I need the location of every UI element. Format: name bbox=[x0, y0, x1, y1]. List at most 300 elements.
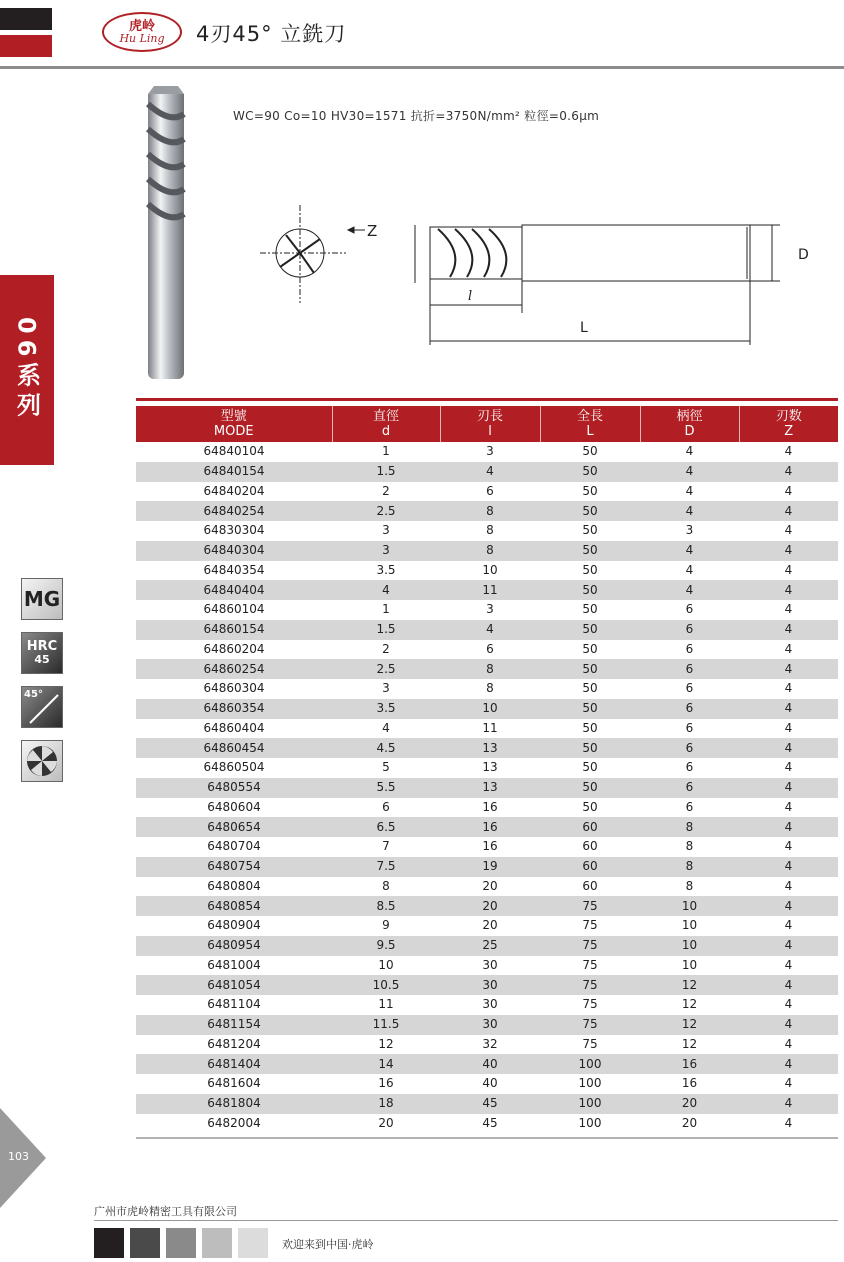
logo-cn: 虎岭 bbox=[128, 18, 155, 34]
table-cell: 100 bbox=[578, 1115, 602, 1130]
table-cell: 60 bbox=[540, 857, 640, 877]
color-swatch bbox=[166, 1228, 196, 1258]
table-cell: 6 bbox=[685, 720, 694, 735]
table-cell: 6480604 bbox=[207, 799, 261, 814]
table-cell: 4 bbox=[784, 641, 793, 656]
table-row bbox=[136, 659, 838, 679]
table-cell: 6480904 bbox=[207, 918, 261, 933]
table-cell: 6480654 bbox=[136, 817, 332, 837]
table-cell: 30 bbox=[482, 997, 498, 1012]
welcome-text: 欢迎来到中国·虎岭 bbox=[282, 1238, 374, 1251]
table-row bbox=[136, 975, 838, 995]
brand-logo bbox=[102, 12, 182, 52]
table-cell: 75 bbox=[540, 936, 640, 956]
page-number: 103 bbox=[8, 1150, 29, 1163]
D-label: D bbox=[798, 247, 809, 263]
table-cell: 4 bbox=[739, 778, 838, 798]
table-cell: 50 bbox=[582, 602, 598, 617]
hrc-label: HRC bbox=[26, 639, 58, 654]
table-cell: 8.5 bbox=[332, 896, 440, 916]
table-cell: 50 bbox=[582, 444, 598, 459]
table-cell: 4 bbox=[685, 562, 694, 577]
table-cell: 64840154 bbox=[136, 462, 332, 482]
table-row bbox=[136, 857, 838, 877]
table-cell: 6.5 bbox=[332, 817, 440, 837]
table-cell: 3 bbox=[382, 523, 390, 538]
table-row bbox=[136, 1054, 838, 1074]
header-bar-black bbox=[0, 8, 52, 30]
table-cell: 50 bbox=[540, 501, 640, 521]
table-row bbox=[136, 1035, 838, 1055]
table-cell: 64860404 bbox=[203, 720, 265, 735]
page-title: 4刃45° 立銑刀 bbox=[196, 22, 347, 46]
table-cell: 4 bbox=[784, 444, 793, 459]
table-cell: 6481104 bbox=[207, 997, 261, 1012]
table-cell: 64840354 bbox=[203, 562, 265, 577]
table-cell: 6482004 bbox=[207, 1115, 261, 1130]
table-cell: 16 bbox=[640, 1054, 739, 1074]
table-cell: 6 bbox=[640, 659, 739, 679]
table-cell: 4 bbox=[784, 483, 793, 498]
table-cell: 4 bbox=[784, 1076, 793, 1091]
color-swatch bbox=[202, 1228, 232, 1258]
column-header-en: L bbox=[586, 424, 594, 439]
footer-divider bbox=[94, 1220, 838, 1221]
table-cell: 3 bbox=[486, 444, 494, 459]
table-cell: 3.5 bbox=[376, 562, 396, 577]
table-cell: 12 bbox=[640, 1015, 739, 1035]
table-cell: 10 bbox=[681, 918, 698, 933]
table-cell: 30 bbox=[440, 975, 540, 995]
table-cell: 4 bbox=[739, 896, 838, 916]
material-spec: WC=90 Co=10 HV30=1571 抗折=3750N/mm² 粒徑=0.6μm bbox=[233, 109, 600, 123]
table-cell: 4 bbox=[640, 501, 739, 521]
table-cell: 64860304 bbox=[203, 681, 265, 696]
table-cell: 11.5 bbox=[332, 1015, 440, 1035]
table-cell: 75 bbox=[582, 1036, 598, 1051]
table-row bbox=[136, 1015, 838, 1035]
column-header-cn: 全長 bbox=[576, 409, 603, 424]
table-cell: 4 bbox=[739, 462, 838, 482]
table-cell: 75 bbox=[582, 918, 598, 933]
column-header bbox=[640, 406, 739, 442]
table-cell: 6481154 bbox=[136, 1015, 332, 1035]
column-header bbox=[136, 406, 332, 442]
table-cell: 64830304 bbox=[203, 523, 265, 538]
column-header bbox=[739, 406, 838, 442]
table-cell: 4 bbox=[640, 541, 739, 561]
table-cell: 9 bbox=[382, 918, 390, 933]
table-cell: 1 bbox=[382, 602, 390, 617]
table-cell: 6 bbox=[640, 738, 739, 758]
table-cell: 8 bbox=[440, 541, 540, 561]
table-cell: 3 bbox=[382, 681, 390, 696]
table-body bbox=[136, 442, 838, 1133]
header-bar-red bbox=[0, 35, 52, 57]
table-cell: 13 bbox=[440, 778, 540, 798]
table-cell: 40 bbox=[482, 1076, 498, 1091]
table-cell: 6 bbox=[685, 641, 694, 656]
table-cell: 12 bbox=[681, 997, 698, 1012]
table-cell: 4 bbox=[784, 799, 793, 814]
color-swatch bbox=[238, 1228, 268, 1258]
table-row bbox=[136, 877, 838, 897]
table-cell: 75 bbox=[540, 975, 640, 995]
table-cell: 4 bbox=[739, 620, 838, 640]
table-cell: 3.5 bbox=[332, 699, 440, 719]
table-row bbox=[136, 640, 838, 660]
table-cell: 2 bbox=[382, 483, 390, 498]
hrc-value: 45 bbox=[34, 653, 50, 666]
series-tab bbox=[0, 275, 54, 465]
table-cell: 8 bbox=[685, 839, 694, 854]
table-cell: 4 bbox=[784, 957, 793, 972]
header-divider bbox=[0, 66, 844, 69]
table-cell: 100 bbox=[578, 1076, 602, 1091]
table-row bbox=[136, 817, 838, 837]
table-cell: 2 bbox=[382, 641, 390, 656]
table-cell: 20 bbox=[681, 1115, 698, 1130]
table-cell: 50 bbox=[540, 462, 640, 482]
table-cell: 6480804 bbox=[207, 878, 261, 893]
table-cell: 4 bbox=[784, 918, 793, 933]
end-mill-photo bbox=[130, 84, 200, 384]
table-cell: 60 bbox=[582, 878, 598, 893]
z-label: Z bbox=[367, 222, 378, 240]
table-header-row bbox=[136, 406, 838, 442]
table-bottom-rule bbox=[136, 1137, 838, 1139]
table-cell: 50 bbox=[582, 720, 598, 735]
table-cell: 8 bbox=[440, 659, 540, 679]
table-row bbox=[136, 442, 838, 462]
table-cell: 3 bbox=[486, 602, 494, 617]
table-row bbox=[136, 995, 838, 1015]
series-label: 06系列 bbox=[12, 317, 41, 423]
table-cell: 3 bbox=[332, 541, 440, 561]
table-cell: 3 bbox=[685, 523, 694, 538]
table-row bbox=[136, 936, 838, 956]
table-cell: 6480754 bbox=[136, 857, 332, 877]
table-cell: 4 bbox=[784, 681, 793, 696]
table-cell: 4 bbox=[784, 523, 793, 538]
table-cell: 10 bbox=[440, 699, 540, 719]
table-cell: 10.5 bbox=[332, 975, 440, 995]
table-cell: 16 bbox=[440, 817, 540, 837]
column-header-cn: 柄徑 bbox=[676, 409, 703, 424]
helix-angle-badge bbox=[21, 686, 63, 728]
table-cell: 4 bbox=[784, 720, 793, 735]
table-cell: 7.5 bbox=[332, 857, 440, 877]
table-cell: 30 bbox=[482, 957, 498, 972]
table-cell: 4 bbox=[685, 483, 694, 498]
four-flute-icon bbox=[25, 744, 59, 778]
table-cell: 2.5 bbox=[332, 659, 440, 679]
table-cell: 4 bbox=[784, 878, 793, 893]
table-cell: 4 bbox=[739, 659, 838, 679]
table-row bbox=[136, 462, 838, 482]
table-cell: 64860154 bbox=[136, 620, 332, 640]
table-cell: 11 bbox=[440, 580, 540, 600]
table-row bbox=[136, 482, 838, 502]
table-cell: 6480704 bbox=[207, 839, 261, 854]
table-cell: 16 bbox=[482, 799, 498, 814]
table-top-rule bbox=[136, 398, 838, 401]
table-cell: 1 bbox=[382, 444, 390, 459]
table-cell: 4 bbox=[739, 580, 838, 600]
table-row bbox=[136, 916, 838, 936]
table-cell: 4 bbox=[739, 738, 838, 758]
table-cell: 4 bbox=[739, 1094, 838, 1114]
table-cell: 1.5 bbox=[332, 462, 440, 482]
table-cell: 6 bbox=[486, 483, 494, 498]
table-cell: 5.5 bbox=[332, 778, 440, 798]
table-row bbox=[136, 798, 838, 818]
table-cell: 75 bbox=[540, 1015, 640, 1035]
table-cell: 6481004 bbox=[207, 957, 261, 972]
table-cell: 1.5 bbox=[332, 620, 440, 640]
table-row bbox=[136, 1074, 838, 1094]
table-cell: 64860354 bbox=[136, 699, 332, 719]
table-cell: 50 bbox=[582, 562, 598, 577]
diagonal-icon bbox=[22, 687, 62, 727]
table-cell: 50 bbox=[540, 580, 640, 600]
table-cell: 64860204 bbox=[203, 641, 265, 656]
table-cell: 6481204 bbox=[207, 1036, 261, 1051]
table-cell: 20 bbox=[440, 896, 540, 916]
table-cell: 4 bbox=[739, 857, 838, 877]
table-cell: 32 bbox=[482, 1036, 498, 1051]
table-cell: 6481404 bbox=[136, 1054, 332, 1074]
table-cell: 8 bbox=[685, 878, 694, 893]
table-cell: 12 bbox=[640, 975, 739, 995]
helix-angle-label: 45° bbox=[24, 689, 43, 700]
table-cell: 10 bbox=[378, 957, 394, 972]
table-cell: 64860104 bbox=[203, 602, 265, 617]
table-cell: 6481604 bbox=[207, 1076, 261, 1091]
table-cell: 4 bbox=[739, 1054, 838, 1074]
table-cell: 6481804 bbox=[136, 1094, 332, 1114]
table-cell: 13 bbox=[440, 738, 540, 758]
table-row bbox=[136, 1094, 838, 1114]
table-cell: 16 bbox=[681, 1076, 698, 1091]
table-row bbox=[136, 778, 838, 798]
table-cell: 75 bbox=[582, 957, 598, 972]
table-cell: 10 bbox=[482, 562, 498, 577]
table-row bbox=[136, 1114, 838, 1134]
table-row bbox=[136, 679, 838, 699]
table-cell: 64860254 bbox=[136, 659, 332, 679]
table-cell: 75 bbox=[582, 997, 598, 1012]
table-row bbox=[136, 758, 838, 778]
column-header-cn: 型號 bbox=[220, 409, 247, 424]
table-cell: 50 bbox=[540, 738, 640, 758]
table-cell: 10 bbox=[640, 896, 739, 916]
table-cell: 4 bbox=[784, 602, 793, 617]
table-cell: 4 bbox=[739, 975, 838, 995]
table-row bbox=[136, 699, 838, 719]
table-cell: 10 bbox=[640, 936, 739, 956]
table-cell: 11 bbox=[378, 997, 394, 1012]
table-cell: 16 bbox=[482, 839, 498, 854]
table-cell: 20 bbox=[482, 878, 498, 893]
table-cell: 8 bbox=[486, 681, 494, 696]
column-header-cn: 直徑 bbox=[372, 409, 399, 424]
table-cell: 8 bbox=[382, 878, 390, 893]
table-cell: 64860454 bbox=[136, 738, 332, 758]
column-header-cn: 刃数 bbox=[775, 409, 802, 424]
table-cell: 50 bbox=[582, 681, 598, 696]
table-cell: 4 bbox=[739, 936, 838, 956]
table-cell: 12 bbox=[681, 1036, 698, 1051]
table-row bbox=[136, 501, 838, 521]
table-cell: 4 bbox=[784, 839, 793, 854]
column-header bbox=[540, 406, 640, 442]
hrc-badge bbox=[21, 632, 63, 674]
color-swatch bbox=[130, 1228, 160, 1258]
table-cell: 50 bbox=[582, 760, 598, 775]
table-cell: 60 bbox=[582, 839, 598, 854]
table-cell: 64860504 bbox=[203, 760, 265, 775]
table-cell: 4 bbox=[784, 760, 793, 775]
table-cell: 50 bbox=[540, 699, 640, 719]
table-cell: 8 bbox=[640, 817, 739, 837]
column-header-cn: 刃長 bbox=[476, 409, 503, 424]
column-header bbox=[440, 406, 540, 442]
color-swatch bbox=[94, 1228, 124, 1258]
table-cell: 50 bbox=[540, 659, 640, 679]
table-cell: 4 bbox=[784, 562, 793, 577]
table-cell: 64840254 bbox=[136, 501, 332, 521]
table-cell: 64840104 bbox=[203, 444, 265, 459]
table-cell: 50 bbox=[582, 483, 598, 498]
table-cell: 19 bbox=[440, 857, 540, 877]
table-cell: 50 bbox=[540, 541, 640, 561]
table-cell: 4 bbox=[440, 620, 540, 640]
table-cell: 75 bbox=[540, 896, 640, 916]
table-cell: 4 bbox=[440, 462, 540, 482]
table-row bbox=[136, 600, 838, 620]
table-cell: 20 bbox=[378, 1115, 394, 1130]
column-header-en: D bbox=[684, 424, 695, 439]
table-cell: 10 bbox=[681, 957, 698, 972]
table-cell: 4 bbox=[739, 501, 838, 521]
table-cell: 100 bbox=[540, 1054, 640, 1074]
table-cell: 50 bbox=[582, 641, 598, 656]
table-cell: 6 bbox=[640, 620, 739, 640]
table-cell: 6480954 bbox=[136, 936, 332, 956]
table-cell: 6480854 bbox=[136, 896, 332, 916]
column-header-en: MODE bbox=[213, 424, 254, 439]
table-row bbox=[136, 956, 838, 976]
table-cell: 8 bbox=[486, 523, 494, 538]
table-cell: 20 bbox=[640, 1094, 739, 1114]
table-cell: 2.5 bbox=[332, 501, 440, 521]
table-cell: 18 bbox=[332, 1094, 440, 1114]
table-row bbox=[136, 580, 838, 600]
table-cell: 6 bbox=[640, 778, 739, 798]
table-cell: 64840304 bbox=[136, 541, 332, 561]
table-cell: 11 bbox=[482, 720, 498, 735]
table-cell: 25 bbox=[440, 936, 540, 956]
table-cell: 6 bbox=[685, 760, 694, 775]
table-cell: 4 bbox=[784, 1115, 793, 1130]
table-cell: 4 bbox=[739, 541, 838, 561]
table-cell: 50 bbox=[582, 523, 598, 538]
table-cell: 45 bbox=[482, 1115, 498, 1130]
table-cell: 100 bbox=[540, 1094, 640, 1114]
table-cell: 6 bbox=[685, 799, 694, 814]
L-big-label: L bbox=[580, 320, 588, 336]
table-cell: 4 bbox=[685, 444, 694, 459]
table-cell: 20 bbox=[482, 918, 498, 933]
table-cell: 64840404 bbox=[136, 580, 332, 600]
table-cell: 16 bbox=[378, 1076, 394, 1091]
table-cell: 8 bbox=[640, 857, 739, 877]
table-cell: 6 bbox=[382, 799, 390, 814]
logo-en: Hu Ling bbox=[119, 31, 165, 45]
table-cell: 7 bbox=[382, 839, 390, 854]
company-name: 广州市虎岭精密工具有限公司 bbox=[94, 1205, 237, 1218]
column-header-en: l bbox=[488, 424, 492, 439]
table-cell: 4 bbox=[640, 580, 739, 600]
table-cell: 4 bbox=[784, 1036, 793, 1051]
table-cell: 14 bbox=[332, 1054, 440, 1074]
technical-drawing bbox=[250, 195, 830, 355]
table-row bbox=[136, 837, 838, 857]
table-cell: 8 bbox=[440, 501, 540, 521]
table-row bbox=[136, 896, 838, 916]
table-cell: 6 bbox=[685, 681, 694, 696]
table-cell: 4.5 bbox=[332, 738, 440, 758]
table-cell: 6 bbox=[685, 602, 694, 617]
table-cell: 4 bbox=[739, 817, 838, 837]
table-cell: 13 bbox=[482, 760, 498, 775]
table-cell: 64840204 bbox=[203, 483, 265, 498]
table-row bbox=[136, 620, 838, 640]
column-header bbox=[332, 406, 440, 442]
column-header-en: d bbox=[381, 424, 391, 439]
table-cell: 4 bbox=[784, 997, 793, 1012]
l-small-label: l bbox=[468, 289, 473, 304]
table-cell: 30 bbox=[440, 1015, 540, 1035]
table-cell: 4 bbox=[382, 720, 390, 735]
table-cell: 50 bbox=[540, 620, 640, 640]
table-cell: 60 bbox=[540, 817, 640, 837]
table-cell: 4 bbox=[332, 580, 440, 600]
table-cell: 50 bbox=[540, 778, 640, 798]
table-cell: 4 bbox=[739, 1015, 838, 1035]
table-cell: 6481054 bbox=[136, 975, 332, 995]
spec-table bbox=[136, 406, 838, 1133]
table-row bbox=[136, 521, 838, 541]
table-row bbox=[136, 561, 838, 581]
table-cell: 45 bbox=[440, 1094, 540, 1114]
table-cell: 6 bbox=[640, 699, 739, 719]
four-flute-badge bbox=[21, 740, 63, 782]
table-cell: 5 bbox=[382, 760, 390, 775]
table-row bbox=[136, 738, 838, 758]
table-cell: 12 bbox=[378, 1036, 394, 1051]
table-cell: 6 bbox=[486, 641, 494, 656]
table-cell: 9.5 bbox=[332, 936, 440, 956]
mg-label: MG bbox=[23, 587, 61, 611]
table-row bbox=[136, 719, 838, 739]
table-cell: 6480554 bbox=[136, 778, 332, 798]
table-cell: 4 bbox=[640, 462, 739, 482]
column-header-en: Z bbox=[784, 424, 794, 439]
table-cell: 4 bbox=[739, 699, 838, 719]
table-row bbox=[136, 541, 838, 561]
